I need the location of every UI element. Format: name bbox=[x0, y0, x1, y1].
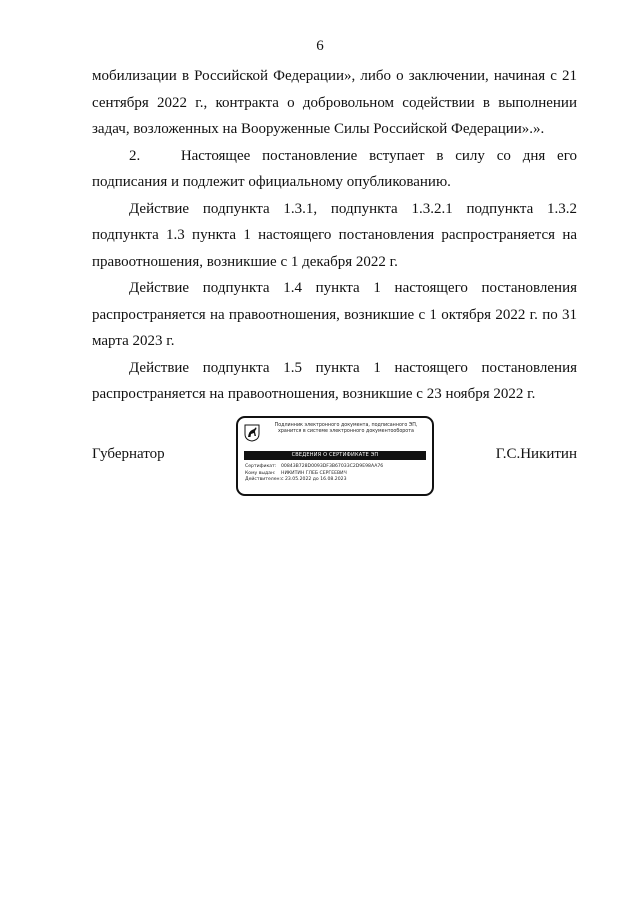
text-line: Настоящее постановление вступает в силу со дня его bbox=[180, 147, 577, 164]
page-number: 6 bbox=[316, 38, 324, 54]
text-line: Действие подпункта 1.3.1, подпункта 1.3.2.1 подпункта 1.3.2 bbox=[129, 200, 577, 217]
document-body bbox=[92, 63, 577, 408]
text-line: подписания и подлежит официальному опубликованию. bbox=[92, 174, 451, 190]
certificate-details bbox=[245, 464, 430, 484]
validity-label: Действителен: bbox=[245, 477, 282, 483]
certificate-label: Сертификат: bbox=[245, 464, 277, 469]
paragraph-subitem-1-5 bbox=[92, 355, 577, 408]
validity-value: с 23.05.2022 до 16.08.2023 bbox=[281, 477, 347, 483]
text-line: Действие подпункта 1.5 пункта 1 настоящего постановления bbox=[129, 359, 577, 376]
certificate-value: 00843B728D0093DF3B67033C2D9E98AA76 bbox=[281, 464, 384, 469]
text-line: Действие подпункта 1.4 пункта 1 настоящего постановления bbox=[129, 280, 577, 296]
text-line: подпункта 1.3 пункта 1 настоящего постановления распространяется bbox=[92, 227, 556, 243]
text-line: распространяется на правоотношения, возникшие с 23 ноября 2022 г. bbox=[92, 386, 536, 402]
electronic-signature-stamp bbox=[236, 416, 434, 496]
paragraph-continuation bbox=[92, 63, 577, 143]
validity-row bbox=[245, 477, 430, 484]
text-line: по 31 марта 2023 г. bbox=[92, 306, 578, 349]
text-line: с 21 сентября 2022 г., контракта о добровольном содействии в выполнении bbox=[92, 68, 577, 111]
certificate-row bbox=[245, 464, 430, 471]
owner-value: НИКИТИН ГЛЕБ СЕРГЕЕВИЧ bbox=[281, 470, 347, 476]
signer-title: Губернатор bbox=[92, 446, 165, 462]
signer-name: Г.С.Никитин bbox=[495, 446, 577, 462]
item-number: 2. bbox=[129, 147, 141, 164]
stamp-header: СВЕДЕНИЯ О СЕРТИФИКАТЕ ЭП bbox=[244, 451, 426, 460]
stamp-caption-line: хранится в системе электронного документооборота bbox=[278, 429, 414, 434]
coat-of-arms-icon bbox=[244, 424, 260, 442]
text-line: распространяется на правоотношения, возникшие с 1 октября 2022 г. bbox=[92, 306, 538, 323]
stamp-caption-line: Подлинник электронного документа, подписанного ЭП, bbox=[274, 423, 418, 428]
text-line: задач, возложенных на Вооруженные Силы Российской Федерации».». bbox=[92, 121, 545, 137]
text-line: на правоотношения, возникшие с 1 декабря 2022 г. bbox=[92, 227, 577, 270]
paragraph-subitem-1-4 bbox=[92, 275, 577, 355]
paragraph-item-2 bbox=[92, 143, 577, 196]
owner-label: Кому выдан: bbox=[245, 470, 276, 476]
paragraph-subitem-1-3 bbox=[92, 196, 577, 276]
stamp-caption bbox=[266, 423, 426, 435]
text-line: мобилизации в Российской Федерации», либо о заключении, начиная bbox=[92, 68, 546, 84]
